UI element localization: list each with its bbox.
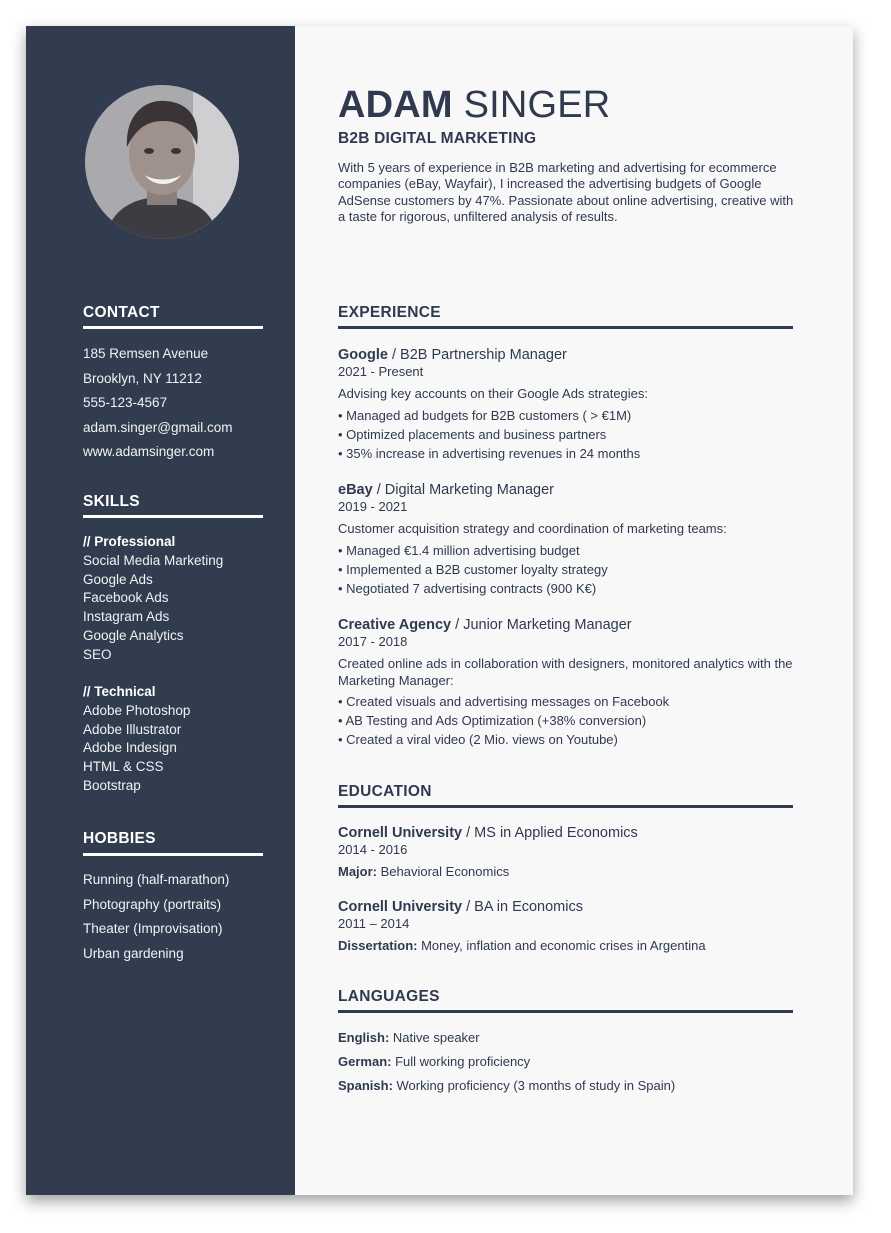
education-dates: 2014 - 2016 xyxy=(338,842,408,857)
skill-item: HTML & CSS xyxy=(83,759,164,775)
contact-heading: CONTACT xyxy=(83,304,160,321)
hobbies-list xyxy=(83,868,229,966)
experience-divider xyxy=(338,326,793,329)
education-school: Cornell University xyxy=(338,825,463,841)
education-entry xyxy=(338,824,796,880)
job-position: / Digital Marketing Manager xyxy=(372,482,554,498)
skills-group-label: // Technical xyxy=(83,684,156,699)
education-detail-label: Dissertation: xyxy=(338,938,418,953)
education-title xyxy=(338,824,796,842)
job-position: / B2B Partnership Manager xyxy=(387,347,567,363)
last-name: SINGER xyxy=(463,84,611,126)
job-bullets xyxy=(338,406,796,463)
contact-list xyxy=(83,342,233,465)
job-bullet: • Optimized placements and business partners xyxy=(338,426,607,442)
candidate-name xyxy=(338,84,610,127)
job-description: Customer acquisition strategy and coordination of marketing teams: xyxy=(338,521,727,536)
job-description: Advising key accounts on their Google Ads strategies: xyxy=(338,386,649,401)
contact-phone[interactable]: 555-123-4567 xyxy=(83,395,168,410)
education-detail-value: Behavioral Economics xyxy=(377,864,510,879)
job-dates: 2019 - 2021 xyxy=(338,499,408,514)
education-degree: / BA in Economics xyxy=(462,899,583,915)
job-bullet: • Created visuals and advertising messages on Facebook xyxy=(338,694,670,709)
hobby-item: Theater (Improvisation) xyxy=(83,921,223,936)
job-bullets xyxy=(338,541,796,598)
skill-item: Adobe Photoshop xyxy=(83,702,191,718)
education-school: Cornell University xyxy=(338,899,463,915)
skill-item: Adobe Illustrator xyxy=(83,721,182,737)
contact-divider xyxy=(83,326,263,329)
skills-group-label: // Professional xyxy=(83,534,176,549)
job-position: / Junior Marketing Manager xyxy=(451,617,632,633)
education-entry xyxy=(338,898,796,954)
skill-item: Google Ads xyxy=(83,571,153,587)
education-dates: 2011 – 2014 xyxy=(338,916,410,931)
experience-entry xyxy=(338,616,796,749)
first-name: ADAM xyxy=(338,84,453,126)
hobby-item: Running (half-marathon) xyxy=(83,872,230,887)
language-level: Native speaker xyxy=(389,1030,480,1045)
skills-heading: SKILLS xyxy=(83,493,140,510)
language-item xyxy=(338,1074,675,1098)
job-bullet: • Created a viral video (2 Mio. views on Youtube) xyxy=(338,732,618,747)
language-level: Working proficiency (3 months of study in Spain) xyxy=(392,1078,676,1094)
job-company: Google xyxy=(338,347,388,363)
job-bullet: • Implemented a B2B customer loyalty strategy xyxy=(338,561,608,577)
job-bullet: • Managed €1.4 million advertising budget xyxy=(338,542,580,558)
job-title xyxy=(338,346,796,364)
contact-city: Brooklyn, NY 11212 xyxy=(83,370,202,386)
job-bullet: • 35% increase in advertising revenues in 24 months xyxy=(338,445,641,461)
skill-item: Instagram Ads xyxy=(83,609,170,625)
job-dates: 2021 - Present xyxy=(338,364,424,379)
job-title xyxy=(338,616,796,634)
education-title xyxy=(338,898,796,916)
skill-item: Bootstrap xyxy=(83,777,141,793)
hobby-item: Urban gardening xyxy=(83,945,184,961)
profile-summary: With 5 years of experience in B2B marketing and advertising for ecommerce companies (eBay, Wayfair), I increased the advertising budgets of Google AdSense customers by 47%. Passionate about online advertising, creative with a taste for rigorous, unfiltered analysis of results. xyxy=(338,160,794,224)
job-dates: 2017 - 2018 xyxy=(338,634,408,649)
job-role: B2B DIGITAL MARKETING xyxy=(338,130,537,147)
education-detail xyxy=(338,938,796,954)
experience-heading: EXPERIENCE xyxy=(338,304,441,321)
skill-item: Social Media Marketing xyxy=(83,552,224,568)
job-bullet: • AB Testing and Ads Optimization (+38% conversion) xyxy=(338,713,647,728)
job-title xyxy=(338,481,796,499)
language-label: English: xyxy=(338,1030,390,1045)
portrait-illustration xyxy=(85,85,239,239)
languages-heading: LANGUAGES xyxy=(338,988,440,1005)
languages-list xyxy=(338,1026,675,1099)
skills-technical-list xyxy=(83,683,190,796)
contact-website[interactable]: www.adamsinger.com xyxy=(83,444,215,459)
language-item xyxy=(338,1050,675,1074)
language-label: German: xyxy=(338,1054,392,1070)
experience-entry xyxy=(338,481,796,598)
hobbies-divider xyxy=(83,853,263,856)
contact-address: 185 Remsen Avenue xyxy=(83,346,209,361)
hobby-item: Photography (portraits) xyxy=(83,896,222,912)
education-detail-value: Money, inflation and economic crises in Argentina xyxy=(417,938,706,953)
experience-entry xyxy=(338,346,796,463)
skills-divider xyxy=(83,515,263,518)
language-level: Full working proficiency xyxy=(391,1054,531,1070)
job-bullets xyxy=(338,692,796,749)
education-detail xyxy=(338,864,796,880)
job-bullet: • Managed ad budgets for B2B customers ( > €1M) xyxy=(338,407,632,423)
resume-sheet xyxy=(26,26,853,1195)
sidebar xyxy=(26,26,295,1195)
language-label: Spanish: xyxy=(338,1078,393,1094)
education-heading: EDUCATION xyxy=(338,783,432,800)
job-description: Created online ads in collaboration with designers, monitored analytics with the Marketing Manager: xyxy=(338,656,793,688)
hobbies-heading: HOBBIES xyxy=(83,830,156,847)
skill-item: Facebook Ads xyxy=(83,590,169,606)
contact-email[interactable]: adam.singer@gmail.com xyxy=(83,419,233,435)
languages-divider xyxy=(338,1010,793,1013)
skill-item: SEO xyxy=(83,646,112,662)
education-degree: / MS in Applied Economics xyxy=(462,825,638,841)
skill-item: Google Analytics xyxy=(83,627,184,643)
profile-photo xyxy=(85,85,239,239)
job-company: Creative Agency xyxy=(338,617,452,633)
skills-professional-list xyxy=(83,533,223,665)
job-company: eBay xyxy=(338,482,373,498)
job-bullet: • Negotiated 7 advertising contracts (900 K€) xyxy=(338,580,597,596)
language-item xyxy=(338,1026,675,1050)
education-divider xyxy=(338,805,793,808)
skill-item: Adobe Indesign xyxy=(83,740,177,756)
education-detail-label: Major: xyxy=(338,864,377,879)
